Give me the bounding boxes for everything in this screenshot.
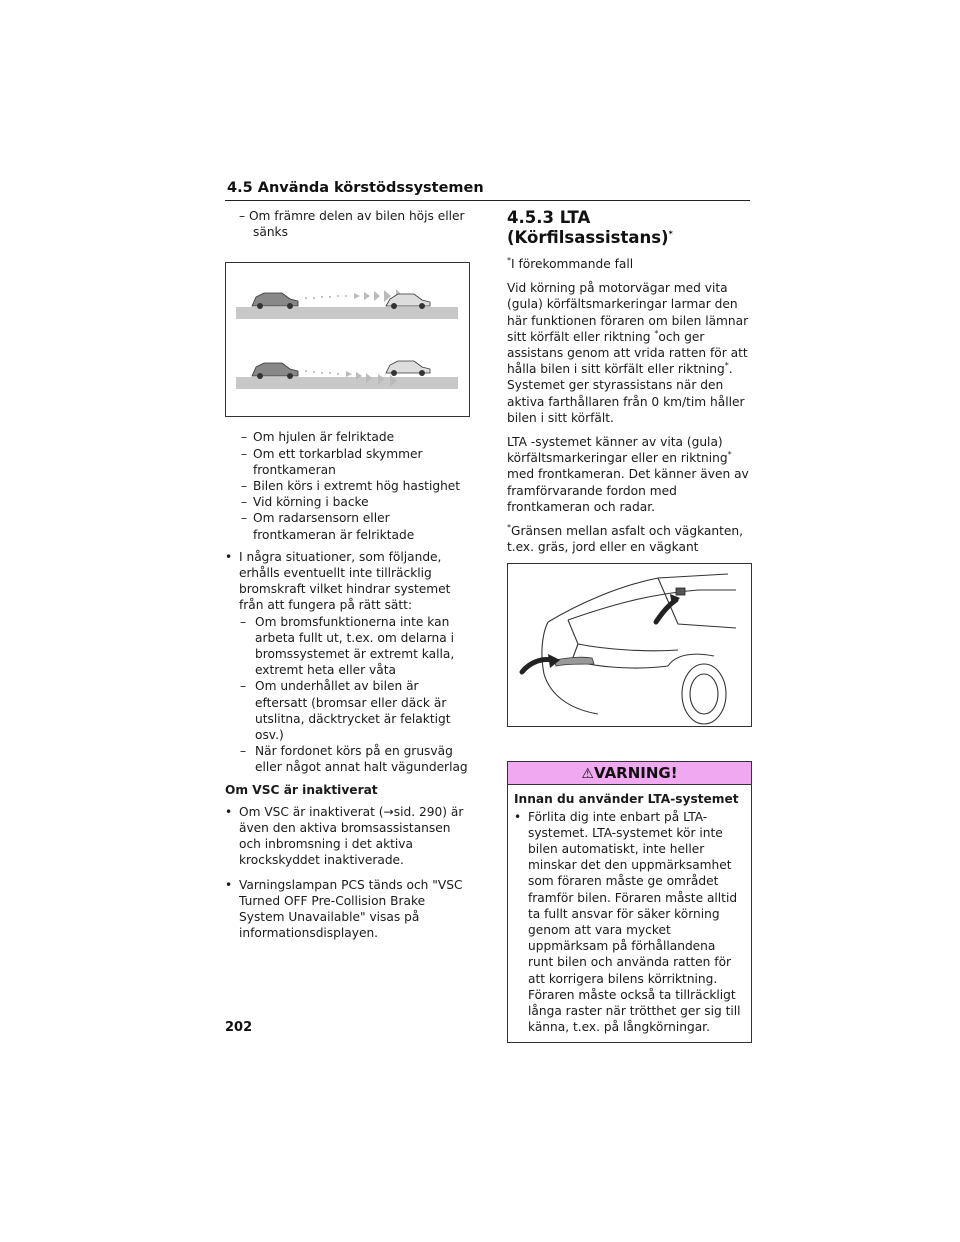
sub-item: – Om bromsfunktionerna inte kan arbeta fullt ut, t.ex. om delarna i bromssystemet är extremt kalla, extremt heta eller våta: [240, 614, 455, 678]
warning-header: ⚠VARNING!: [508, 762, 751, 785]
page-number: 202: [225, 1020, 253, 1035]
road-top: [236, 307, 458, 319]
arrow-radar: [522, 660, 552, 673]
lta-detection: LTA -systemet känner av vita (gula) körfältsmarkeringar eller en riktning* med frontkameran. Det känner även av framförvarande fordon med frontkameran och radar.: [507, 435, 749, 514]
warning-box: [507, 761, 752, 1042]
sub-item: – Om underhållet av bilen är eftersatt (bromsar eller däck är utslitna, däcktrycket är felaktigt osv.): [240, 679, 451, 743]
right-column: [507, 208, 751, 1043]
warning-triangle-icon: ⚠: [581, 766, 594, 783]
car-icon-bottom-left: [252, 363, 298, 379]
warning-text: • Förlita dig inte enbart på LTA-systemet. LTA-systemet kör inte bilen automatiskt, inte heller minskar det den uppmärksamhet som föraren måste ge området framför bilen. Föraren måste alltid ta fullt ansvar för säker körning genom att vara mycket uppmärksam på förhållandena runt bilen och använda ratten för att korrigera bilens körriktning. Föraren måste också ta tillräckligt långa raster när trötthet ger sig till känna, t.ex. på långkörningar.: [514, 809, 741, 1035]
bullet-item: • Om VSC är inaktiverat (→sid. 290) är även den aktiva bromsassistansen och inbromsning i det aktiva krockskyddet inaktiverade.: [225, 804, 464, 868]
section-header: [225, 178, 750, 201]
warning-title: Innan du använder LTA-systemet: [514, 792, 739, 807]
car-icon-bottom-right: [386, 361, 430, 376]
car-icon-top-left: [252, 293, 298, 309]
condition-item: – Bilen körs i extremt hög hastighet: [241, 479, 461, 494]
condition-item: – Om radarsensorn eller frontkameran är felriktade: [241, 511, 415, 542]
footnote-boundary: *Gränsen mellan asfalt och vägkanten, t.ex. gräs, jord eller en vägkant: [507, 522, 744, 555]
car-icon-top-right: [386, 294, 430, 309]
bullet-item: • I några situationer, som följande, erhålls eventuellt inte tillräcklig bromskraft vilket hindrar systemet från att fungera på rätt sätt:: [225, 549, 451, 613]
condition-item: – Om hjulen är felriktade: [241, 430, 395, 445]
vsc-heading: Om VSC är inaktiverat: [225, 782, 378, 797]
radar-beam-top: [305, 289, 403, 303]
bullet-item: • Varningslampan PCS tänds och "VSC Turned OFF Pre-Collision Brake System Unavailable" visas på informationsdisplayen.: [225, 877, 463, 941]
front-camera-illustration: [507, 563, 752, 727]
headlight-shape: [554, 658, 594, 667]
road-bottom: [236, 377, 458, 389]
car-front-diagram: [508, 564, 751, 726]
intro-item: – Om främre delen av bilen höjs eller sänks: [239, 209, 465, 240]
left-column: [225, 208, 470, 942]
sub-item: – När fordonet körs på en grusväg eller något annat halt vägunderlag: [240, 744, 468, 775]
condition-item: – Vid körning i backe: [241, 495, 369, 510]
section-heading: 4.5.3 LTA (Körfilsassistans)*: [507, 208, 673, 247]
lta-description: Vid körning på motorvägar med vita (gula) körfältsmarkeringar larmar den här funktionen föraren om bilen lämnar sitt körfält eller riktning *och ger assistans genom att vrida ratten för att hålla bilen i sitt körfält eller riktning*. Systemet ger styrassistans när den aktiva farthållaren från 0 km/tim håller bilen i sitt körfält.: [507, 281, 749, 425]
radar-illustration: [225, 262, 470, 417]
condition-item: – Om ett torkarblad skymmer frontkameran: [241, 446, 423, 477]
warning-body: [508, 785, 751, 1041]
footnote-available: *I förekommande fall: [507, 255, 634, 271]
front-camera-icon: [676, 588, 685, 595]
car-body-outline: [542, 574, 736, 724]
section-title: 4.5 Använda körstödssystemen: [227, 180, 484, 196]
radar-diagram: [226, 263, 469, 416]
condition-list: [225, 429, 470, 542]
